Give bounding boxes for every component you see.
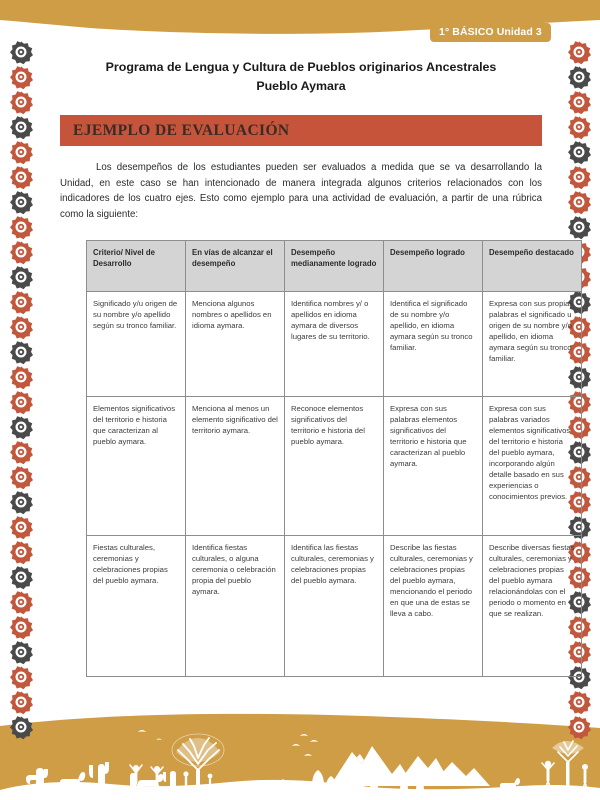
ornament-medallion-icon — [10, 41, 33, 64]
ornament-medallion-icon — [568, 116, 591, 139]
ornament-medallion-icon — [10, 666, 33, 689]
ornament-medallion-icon — [10, 616, 33, 639]
rubric-cell-0-3: Identifica el significado de su nombre y/o apellido, en idioma aymara según su tronco familiar. — [384, 292, 483, 397]
rubric-cell-2-1: Identifica fiestas culturales, o alguna ceremonia o celebración propia del pueblo aymara. — [186, 536, 285, 677]
ornament-medallion-icon — [10, 441, 33, 464]
left-ornament-border — [8, 40, 34, 740]
rubric-header-cell-4: Desempeño destacado — [483, 241, 582, 292]
ornament-medallion-icon — [10, 266, 33, 289]
section-banner-label: EJEMPLO DE EVALUACIÓN — [73, 121, 290, 139]
ornament-medallion-icon — [10, 141, 33, 164]
ornament-medallion-icon — [10, 541, 33, 564]
ornament-medallion-icon — [568, 141, 591, 164]
rubric-cell-0-4: Expresa con sus propias palabras el significado u origen de su nombre y/o apellido, en idioma aymara según su tronco familiar. — [483, 292, 582, 397]
ornament-medallion-icon — [10, 416, 33, 439]
ornament-medallion-icon — [568, 91, 591, 114]
ornament-medallion-icon — [10, 366, 33, 389]
ornament-medallion-icon — [10, 391, 33, 414]
page-title-line-2: Pueblo Aymara — [256, 79, 346, 93]
ornament-medallion-icon — [568, 166, 591, 189]
rubric-cell-1-0: Elementos significativos del territorio e historia que caracterizan al pueblo aymara. — [87, 397, 186, 536]
ornament-medallion-icon — [10, 66, 33, 89]
ornament-medallion-icon — [568, 691, 591, 714]
rubric-cell-1-2: Reconoce elementos significativos del territorio e historia del pueblo aymara. — [285, 397, 384, 536]
rubric-cell-2-3: Describe las fiestas culturales, ceremonias y celebraciones propias del pueblo aymara, mencionando el periodo en que una de estas se lleva a cabo. — [384, 536, 483, 677]
ornament-medallion-icon — [10, 216, 33, 239]
rubric-table-head — [87, 241, 582, 292]
ornament-medallion-icon — [568, 216, 591, 239]
table-row — [87, 397, 582, 536]
ornament-medallion-icon — [10, 516, 33, 539]
rubric-cell-2-2: Identifica las fiestas culturales, ceremonias y celebraciones propias del pueblo aymara. — [285, 536, 384, 677]
ornament-medallion-icon — [10, 291, 33, 314]
ornament-medallion-icon — [10, 466, 33, 489]
rubric-header-row — [87, 241, 582, 292]
rubric-cell-2-4: Describe diversas fiestas culturales, ceremonias y celebraciones propias del pueblo aymara relacionándolas con el periodo o momento en que se realizan. — [483, 536, 582, 677]
ornament-medallion-icon — [10, 716, 33, 739]
ornament-medallion-icon — [568, 66, 591, 89]
ornament-medallion-icon — [10, 316, 33, 339]
rubric-table-body — [87, 292, 582, 677]
ornament-medallion-icon — [10, 566, 33, 589]
ornament-medallion-icon — [10, 591, 33, 614]
rubric-cell-0-1: Menciona algunos nombres o apellidos en idioma aymara. — [186, 292, 285, 397]
rubric-cell-1-1: Menciona al menos un elemento significativo del territorio aymara. — [186, 397, 285, 536]
ornament-medallion-icon — [10, 116, 33, 139]
document-content — [60, 58, 575, 677]
rubric-cell-0-0: Significado y/u origen de su nombre y/o apellido según su tronco familiar. — [87, 292, 186, 397]
rubric-cell-1-4: Expresa con sus palabras variados elementos significativos del territorio e historia del pueblo aymara, incorporando algún detalle basado en sus experiencias o conocimientos previos. — [483, 397, 582, 536]
section-banner — [60, 115, 542, 146]
rubric-header-cell-2: Desempeño medianamente logrado — [285, 241, 384, 292]
table-row — [87, 536, 582, 677]
page-title — [60, 58, 542, 96]
ornament-medallion-icon — [10, 241, 33, 264]
rubric-header-cell-3: Desempeño logrado — [384, 241, 483, 292]
rubric-table — [86, 240, 582, 677]
ornament-medallion-icon — [10, 641, 33, 664]
ornament-medallion-icon — [10, 691, 33, 714]
rubric-header-cell-0: Criterio/ Nivel de Desarrollo — [87, 241, 186, 292]
ornament-medallion-icon — [10, 191, 33, 214]
ornament-medallion-icon — [10, 166, 33, 189]
rubric-header-cell-1: En vías de alcanzar el desempeño — [186, 241, 285, 292]
ornament-medallion-icon — [10, 491, 33, 514]
table-row — [87, 292, 582, 397]
unit-badge: 1° BÁSICO Unidad 3 — [430, 23, 551, 42]
rubric-cell-0-2: Identifica nombres y/ o apellidos en idioma aymara de diversos lugares de su territorio. — [285, 292, 384, 397]
rubric-cell-2-0: Fiestas culturales, ceremonias y celebraciones propias del pueblo aymara. — [87, 536, 186, 677]
bottom-landscape-illustration — [0, 712, 600, 800]
ornament-medallion-icon — [10, 91, 33, 114]
ornament-medallion-icon — [568, 41, 591, 64]
page-title-line-1: Programa de Lengua y Cultura de Pueblos originarios Ancestrales — [105, 60, 497, 74]
intro-paragraph: Los desempeños de los estudiantes pueden ser evaluados a medida que se va desarrollando la Unidad, en este caso se han intencionado de manera integrada algunos criterios relacionados con los indicadores de los cuatro ejes. Esto como ejemplo para una actividad de evaluación, a partir de una rúbrica como la siguiente: — [60, 162, 542, 220]
ornament-medallion-icon — [568, 191, 591, 214]
ornament-medallion-icon — [568, 716, 591, 739]
ornament-medallion-icon — [10, 341, 33, 364]
rubric-cell-1-3: Expresa con sus palabras elementos significativos del territorio e historia que caracterizan al pueblo aymara. — [384, 397, 483, 536]
